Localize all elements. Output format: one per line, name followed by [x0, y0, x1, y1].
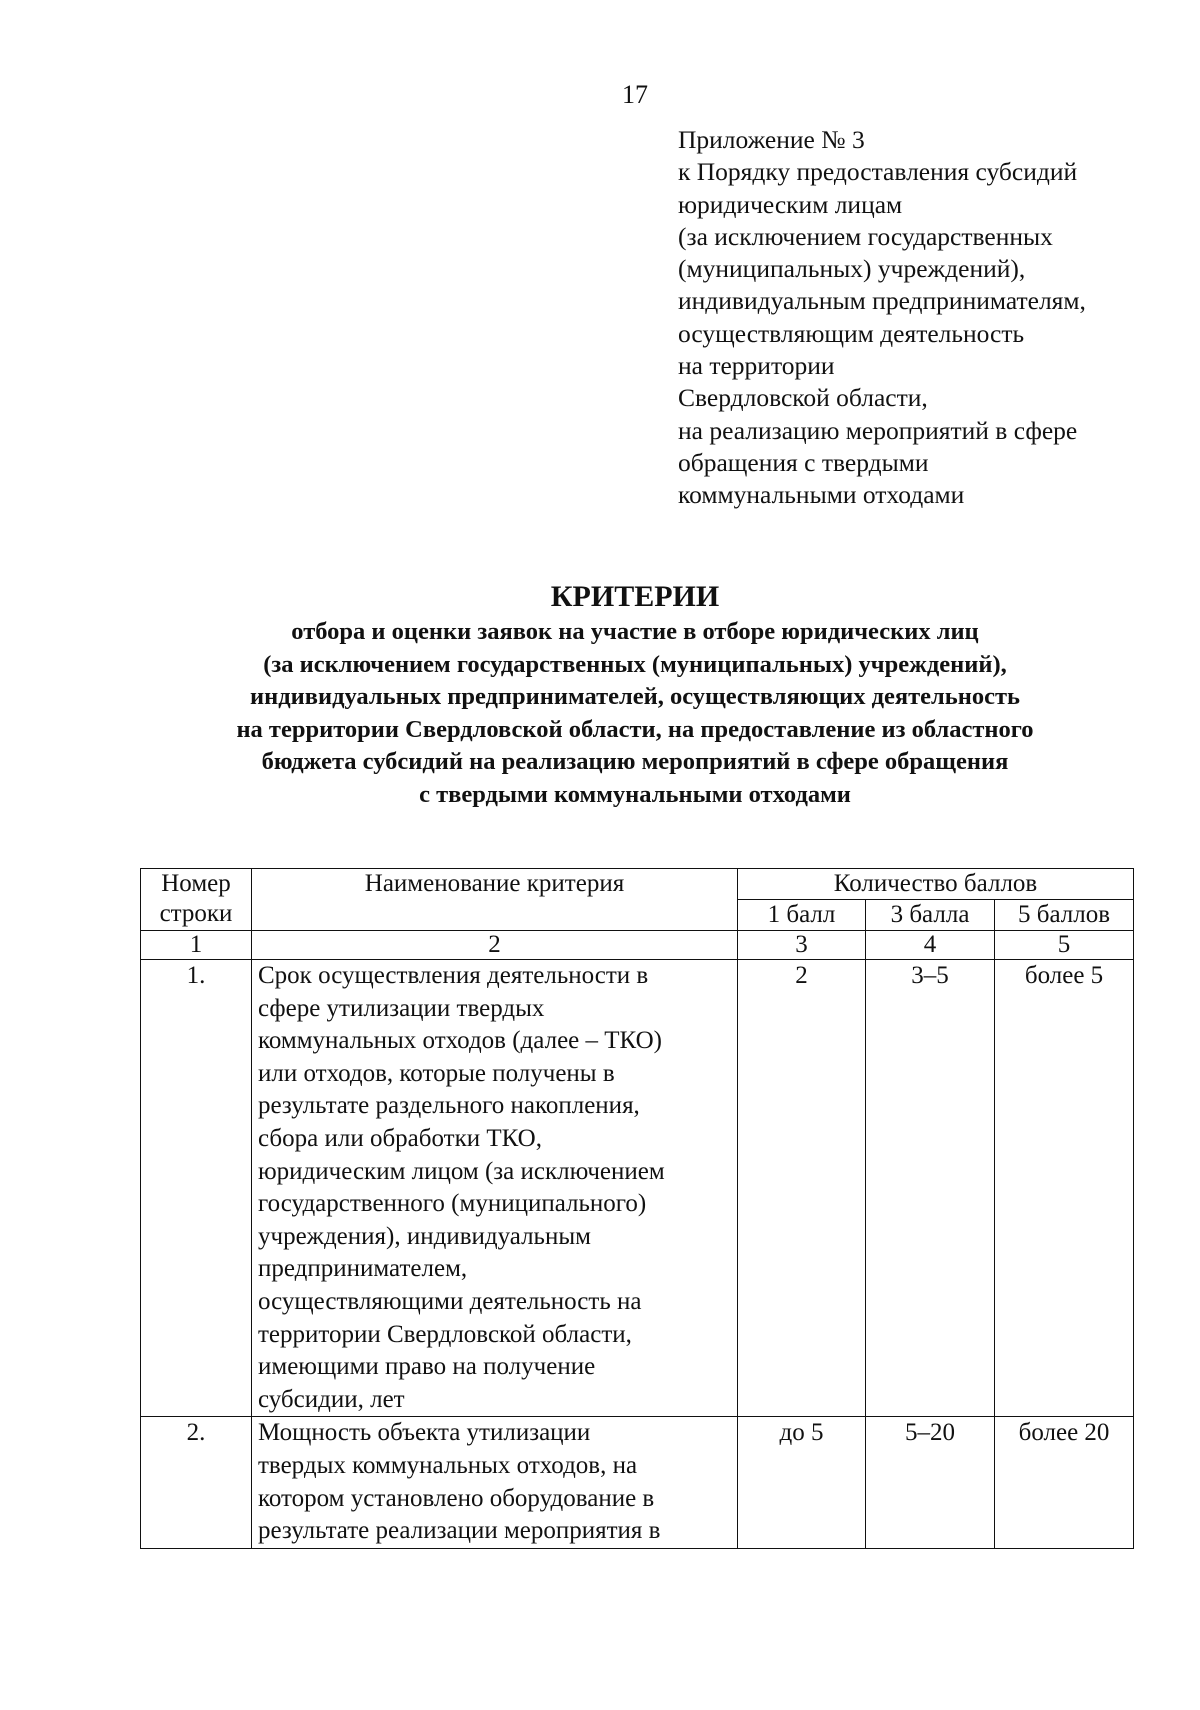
criterion-text — [252, 1417, 738, 1548]
criterion-line: осуществляющими деятельность на — [258, 1287, 642, 1315]
criterion-line: субсидии, лет — [258, 1385, 405, 1413]
page-number: 17 — [622, 80, 648, 109]
appendix-line: коммунальными отходами — [678, 480, 965, 510]
header-row-number — [141, 869, 252, 931]
column-number: 5 — [995, 931, 1134, 960]
criterion-line: котором установлено оборудование в — [258, 1484, 655, 1512]
appendix-line: (муниципальных) учреждений), — [678, 254, 1026, 284]
header-row-number-line1: Номер — [161, 870, 231, 897]
appendix-header — [678, 124, 1178, 512]
score-3-points: 3–5 — [866, 960, 995, 1417]
criterion-line: юридическим лицом (за исключением — [258, 1157, 665, 1185]
criterion-line: или отходов, которые получены в — [258, 1059, 615, 1087]
criterion-line: сбора или обработки ТКО, — [258, 1124, 542, 1152]
score-1-point: до 5 — [738, 1417, 866, 1548]
subtitle-line: (за исключением государственных (муниципальных) учреждений), — [263, 650, 1007, 678]
header-points-group: Количество баллов — [738, 869, 1134, 900]
criteria-table — [140, 868, 1134, 1549]
appendix-line: Свердловской области, — [678, 383, 928, 413]
row-number: 2. — [141, 1417, 252, 1548]
criterion-text — [252, 960, 738, 1417]
criterion-line: коммунальных отходов (далее – ТКО) — [258, 1027, 662, 1055]
column-number: 3 — [738, 931, 866, 960]
score-5-points: более 5 — [995, 960, 1134, 1417]
appendix-line: на территории — [678, 351, 835, 381]
column-number: 1 — [141, 931, 252, 960]
criterion-line: имеющими право на получение — [258, 1353, 596, 1381]
criterion-line: государственного (муниципального) — [258, 1190, 647, 1218]
row-number: 1. — [141, 960, 252, 1417]
header-5-points: 5 баллов — [995, 900, 1134, 931]
score-1-point: 2 — [738, 960, 866, 1417]
criterion-line: результате раздельного накопления, — [258, 1092, 640, 1120]
score-3-points: 5–20 — [866, 1417, 995, 1548]
subtitle-line: на территории Свердловской области, на предоставление из областного — [236, 715, 1034, 743]
criterion-line: результате реализации мероприятия в — [258, 1517, 661, 1545]
header-criterion-name: Наименование критерия — [252, 869, 738, 931]
table-header-row — [141, 869, 1134, 900]
subtitle-line: бюджета субсидий на реализацию мероприятий в сфере обращения — [261, 748, 1009, 775]
column-number-row — [141, 931, 1134, 960]
criterion-line: твердых коммунальных отходов, на — [258, 1451, 638, 1479]
appendix-line: на реализацию мероприятий в сфере — [678, 415, 1078, 445]
appendix-line: к Порядку предоставления субсидий — [678, 157, 1078, 187]
header-3-points: 3 балла — [866, 900, 995, 931]
appendix-line: осуществляющим деятельность — [678, 318, 1025, 348]
criterion-line: территории Свердловской области, — [258, 1320, 632, 1348]
subtitle-line: с твердыми коммунальными отходами — [419, 780, 851, 808]
column-number: 4 — [866, 931, 995, 960]
appendix-line: Приложение № 3 — [678, 125, 865, 154]
subtitle-line: индивидуальных предпринимателей, осуществляющих деятельность — [250, 683, 1020, 710]
document-title-block — [110, 578, 1160, 811]
header-row-number-line2: строки — [159, 900, 233, 927]
criterion-line: Срок осуществления деятельности в — [258, 962, 649, 989]
appendix-line: юридическим лицам — [678, 189, 903, 219]
criterion-line: Мощность объекта утилизации — [258, 1419, 591, 1447]
document-title: КРИТЕРИИ — [550, 580, 720, 613]
document-subtitle — [110, 616, 1160, 811]
column-number: 2 — [252, 931, 738, 960]
appendix-line: обращения с твердыми — [678, 447, 929, 477]
appendix-line: индивидуальным предпринимателям, — [678, 286, 1086, 316]
table-row — [141, 960, 1134, 1417]
subtitle-line: отбора и оценки заявок на участие в отборе юридических лиц — [291, 618, 979, 645]
criterion-line: сфере утилизации твердых — [258, 994, 545, 1022]
criterion-line: учреждения), индивидуальным — [258, 1222, 591, 1250]
criterion-line: предпринимателем, — [258, 1255, 468, 1283]
table-row — [141, 1417, 1134, 1548]
header-1-point: 1 балл — [738, 900, 866, 931]
score-5-points: более 20 — [995, 1417, 1134, 1548]
appendix-line: (за исключением государственных — [678, 221, 1053, 251]
